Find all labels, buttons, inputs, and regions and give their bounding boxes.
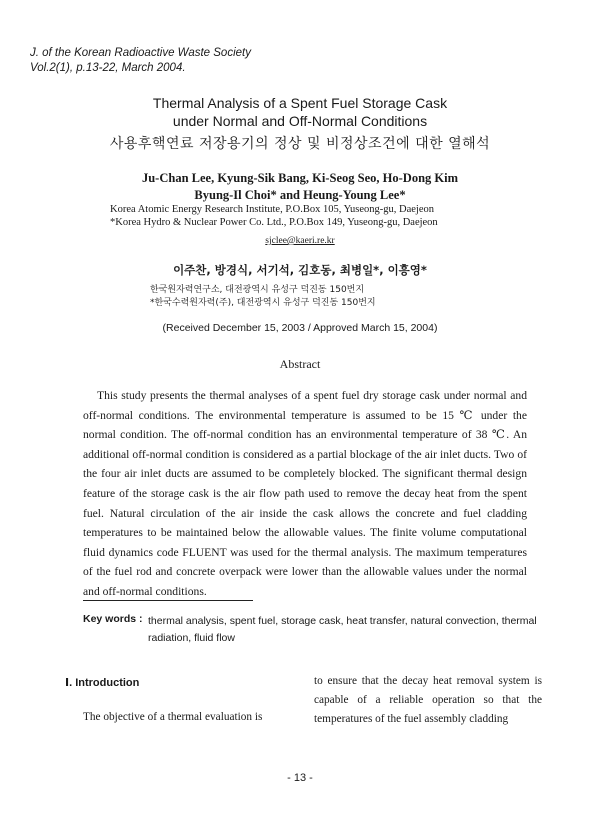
korean-affiliations	[150, 284, 510, 310]
title-line-1: Thermal Analysis of a Spent Fuel Storage Cask	[152, 95, 448, 111]
journal-citation	[30, 46, 251, 76]
korean-affiliation-1: 한국원자력연구소, 대전광역시 유성구 덕진동 150번지	[150, 285, 365, 295]
paper-title	[0, 94, 600, 130]
korean-affiliation-2: *한국수력원자력(주), 대전광역시 유성구 덕진동 150번지	[150, 298, 376, 308]
korean-title: 사용후핵연료 저장용기의 정상 및 비정상조건에 대한 열해석	[109, 136, 491, 152]
abstract-body: This study presents the thermal analyses of a spent fuel dry storage cask under normal and off-normal conditions. The environmental temperature is assumed to be 15 ℃ under the normal condition. The off-normal condition has an environmental temperature of 38 ℃. An additional off-normal condition is considered as a partial blockage of the air inlet ducts. Two of the four air inlet ducts are assumed to be completely blocked. The significant thermal design feature of the storage cask is the air flow path used to remove the decay heat from the spent fuel. Natural circulation of the air inside the cask allows the concrete and fuel cladding temperatures to be maintained below the allowable values. The finite volume computational fluid dynamics code FLUENT was used for the thermal analysis. The maximum temperatures of the fuel rod and concrete overpack were lower than the allowable values under the normal and off-normal conditions.	[83, 389, 527, 598]
journal-name: J. of the Korean Radioactive Waste Society	[30, 47, 251, 59]
affiliation-1: Korea Atomic Energy Research Institute, P.O.Box 105, Yuseong-gu, Daejeon	[110, 204, 434, 215]
korean-author-list: 이주찬, 방경식, 서기석, 김호동, 최병일*, 이흥영*	[173, 263, 427, 277]
title-line-2: under Normal and Off-Normal Conditions	[172, 113, 428, 129]
journal-volume: Vol.2(1), p.13-22, March 2004.	[30, 62, 186, 74]
introduction-heading: Ⅰ. Introduction	[65, 677, 140, 689]
page-number: - 13 -	[287, 772, 313, 784]
abstract-divider	[83, 600, 253, 601]
authors-line-1: Ju-Chan Lee, Kyung-Sik Bang, Ki-Seog Seo, Ho-Dong Kim	[141, 171, 458, 185]
contact-email[interactable]: sjclee@kaeri.re.kr	[265, 236, 335, 246]
introduction-right-column: to ensure that the decay heat removal system is capable of a reliable operation so that the temperatures of the fuel assembly cladding	[314, 675, 542, 725]
keywords-label: Key words :	[83, 613, 143, 625]
received-dates: (Received December 15, 2003 / Approved March 15, 2004)	[162, 322, 438, 334]
abstract-heading: Abstract	[279, 357, 321, 371]
affiliations	[110, 203, 530, 229]
authors-line-2: Byung-Il Choi* and Heung-Young Lee*	[194, 188, 406, 202]
introduction-left-column: The objective of a thermal evaluation is	[83, 711, 263, 723]
keywords-text: thermal analysis, spent fuel, storage cask, heat transfer, natural convection, thermal radiation, fluid flow	[148, 615, 537, 644]
affiliation-2: *Korea Hydro & Nuclear Power Co. Ltd., P.O.Box 149, Yuseong-gu, Daejeon	[110, 217, 438, 228]
author-list	[0, 170, 600, 204]
